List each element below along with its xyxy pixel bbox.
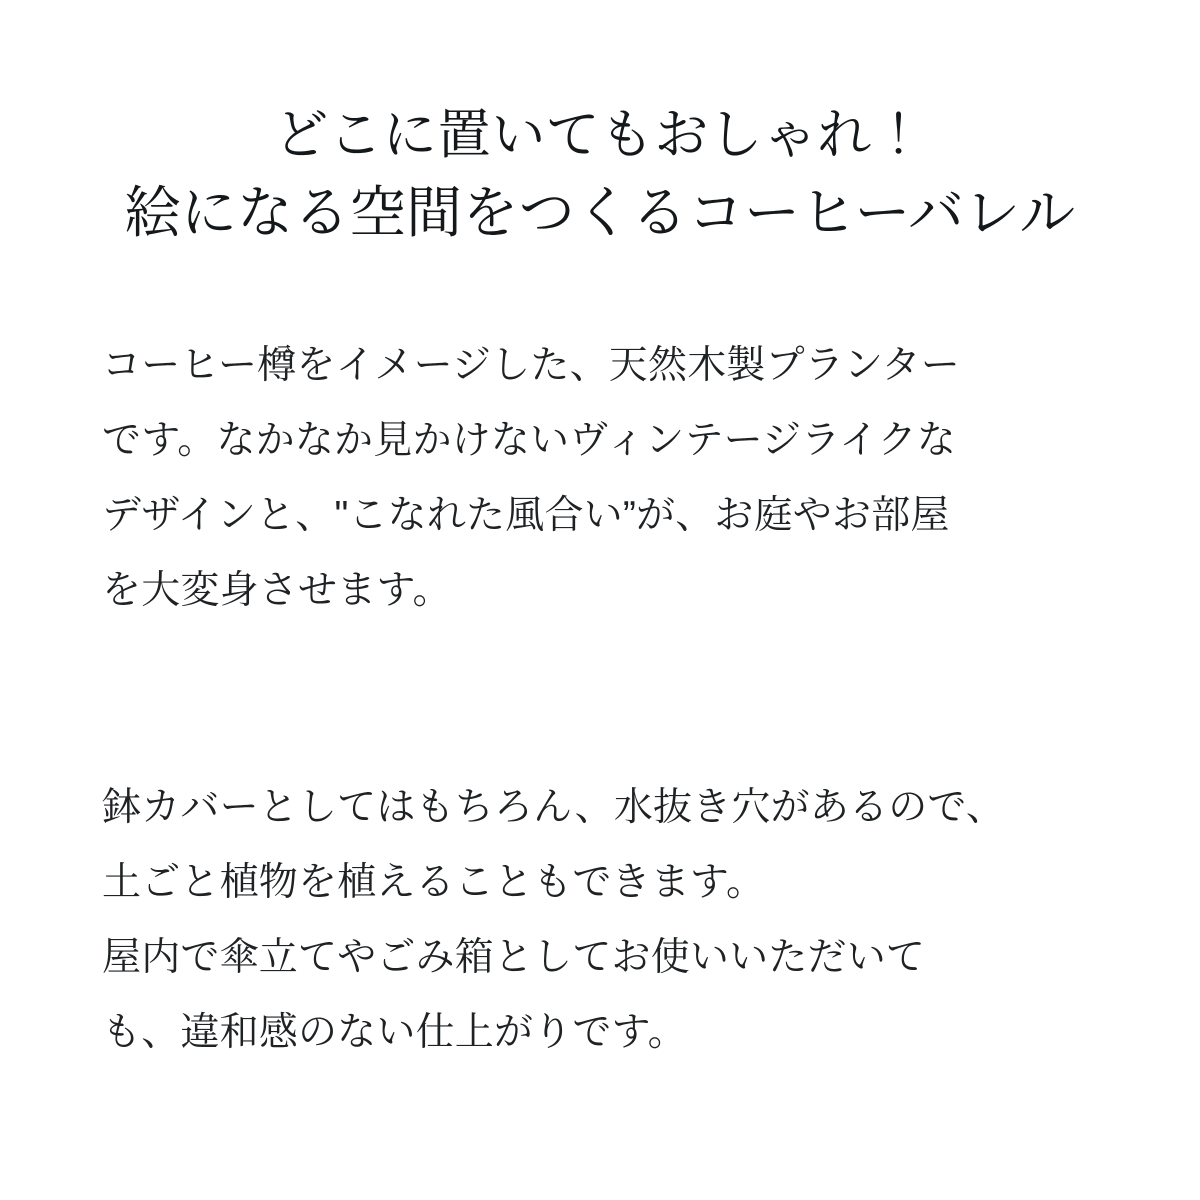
paragraph-line: 屋内で傘立てやごみ箱としてお使いいただいて (102, 935, 926, 979)
page-title-line-1: どこに置いてもおしゃれ！ (274, 105, 926, 165)
paragraph-spacer (102, 668, 1102, 732)
paragraph-line: です。なかなか見かけないヴィンテージライクな (102, 419, 957, 463)
paragraph-line: 鉢カバーとしてはもちろん、水抜き穴があるので、 (102, 785, 1006, 829)
paragraph-line: も、違和感のない仕上がりです。 (102, 1010, 687, 1054)
paragraph-line: コーヒー樽をイメージした、天然木製プランター (102, 344, 961, 388)
description-body (70, 329, 1130, 1070)
paragraph-usage (102, 771, 1102, 1071)
paragraph-line: 土ごと植物を植えることもできます。 (102, 860, 766, 904)
page-title (70, 96, 1130, 255)
paragraph-line: を大変身させます。 (102, 569, 452, 613)
paragraph-description (102, 329, 1102, 629)
page-title-line-2: 絵になる空間をつくるコーヒーバレル (124, 183, 1076, 246)
paragraph-line: デザインと、"こなれた風合い”が、お庭やお部屋 (102, 494, 950, 538)
